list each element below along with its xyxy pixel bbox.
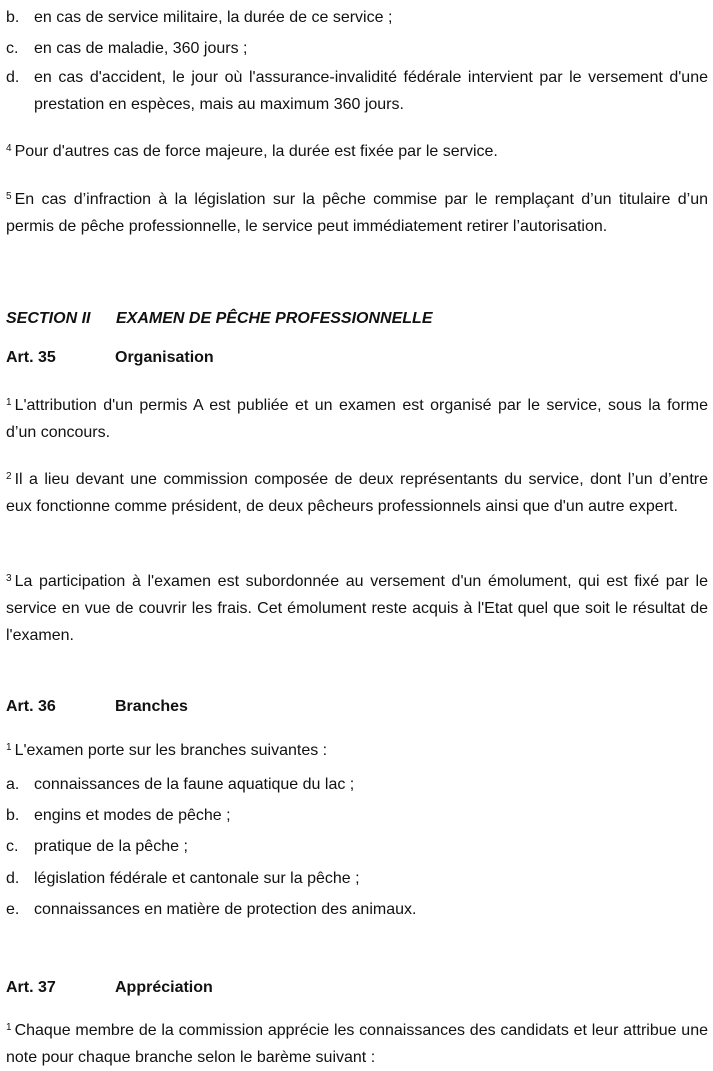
list-item	[6, 802, 708, 829]
list-text: connaissances de la faune aquatique du lac ;	[34, 776, 355, 793]
list-text: législation fédérale et cantonale sur la pêche ;	[34, 870, 360, 887]
paragraph-5	[6, 186, 708, 240]
section-label: SECTION II	[6, 310, 91, 327]
list-item	[6, 865, 708, 892]
article-heading	[6, 344, 708, 371]
article-title: Appréciation	[115, 979, 213, 996]
paragraph-number: 4	[6, 143, 12, 154]
section-title: EXAMEN DE PÊCHE PROFESSIONNELLE	[116, 310, 433, 327]
paragraph-number: 1	[6, 1022, 12, 1033]
paragraph-text: Il a lieu devant une commission composée de deux représentants du service, dont l’un d’entre eux fonctionne comme président, de deux pêcheurs professionnels ainsi que d'un autre expert.	[6, 471, 708, 515]
list-item	[6, 4, 708, 31]
paragraph-text: La participation à l'examen est subordonnée au versement d'un émolument, qui est fixé par le service en vue de couvrir les frais. Cet émolument reste acquis à l'Etat quel que soit le résultat de l'examen.	[6, 573, 708, 644]
paragraph-text: En cas d’infraction à la législation sur la pêche commise par le remplaçant d’un titulaire d’un permis de pêche professionnelle, le service peut immédiatement retirer l’autorisation.	[6, 191, 708, 235]
list-marker: a.	[6, 776, 20, 793]
paragraph-text: L'attribution d'un permis A est publiée et un examen est organisé par le service, sous la forme d’un concours.	[6, 397, 708, 441]
list-item	[6, 833, 708, 860]
list-item	[6, 896, 708, 923]
paragraph-number: 5	[6, 191, 12, 202]
paragraph	[6, 1017, 708, 1071]
paragraph	[6, 737, 708, 764]
paragraph-number: 3	[6, 573, 12, 584]
list-text: en cas de maladie, 360 jours ;	[34, 40, 248, 57]
article-title: Organisation	[115, 349, 214, 366]
paragraph	[6, 466, 708, 520]
paragraph-4	[6, 138, 708, 165]
list-item	[6, 35, 708, 62]
paragraph-text: Chaque membre de la commission apprécie les connaissances des candidats et leur attribue une note pour chaque branche selon le barème suivant :	[6, 1022, 708, 1066]
list-marker: b.	[6, 9, 20, 26]
paragraph-number: 2	[6, 471, 12, 482]
list-marker: e.	[6, 901, 20, 918]
paragraph-number: 1	[6, 742, 12, 753]
paragraph	[6, 392, 708, 446]
list-marker: c.	[6, 40, 19, 57]
list-marker: d.	[6, 870, 20, 887]
article-number: Art. 36	[6, 698, 56, 715]
list-text: en cas d'accident, le jour où l'assurance-invalidité fédérale intervient par le versement d'une prestation en espèces, mais au maximum 360 jours.	[34, 69, 708, 113]
paragraph-text: L'examen porte sur les branches suivantes :	[14, 742, 328, 759]
list-text: en cas de service militaire, la durée de ce service ;	[34, 9, 393, 26]
list-text: connaissances en matière de protection des animaux.	[34, 901, 417, 918]
list-marker: c.	[6, 838, 19, 855]
article-number: Art. 37	[6, 979, 56, 996]
list-item	[6, 771, 708, 798]
list-marker: d.	[6, 69, 20, 86]
article-title: Branches	[115, 698, 188, 715]
article-heading	[6, 693, 708, 720]
list-text: pratique de la pêche ;	[34, 838, 188, 855]
paragraph-text: Pour d'autres cas de force majeure, la durée est fixée par le service.	[14, 143, 498, 160]
paragraph-number: 1	[6, 397, 12, 408]
section-heading	[6, 305, 708, 332]
article-heading	[6, 974, 708, 1001]
paragraph	[6, 568, 708, 649]
list-item	[6, 64, 708, 118]
article-number: Art. 35	[6, 349, 56, 366]
list-text: engins et modes de pêche ;	[34, 807, 231, 824]
list-marker: b.	[6, 807, 20, 824]
